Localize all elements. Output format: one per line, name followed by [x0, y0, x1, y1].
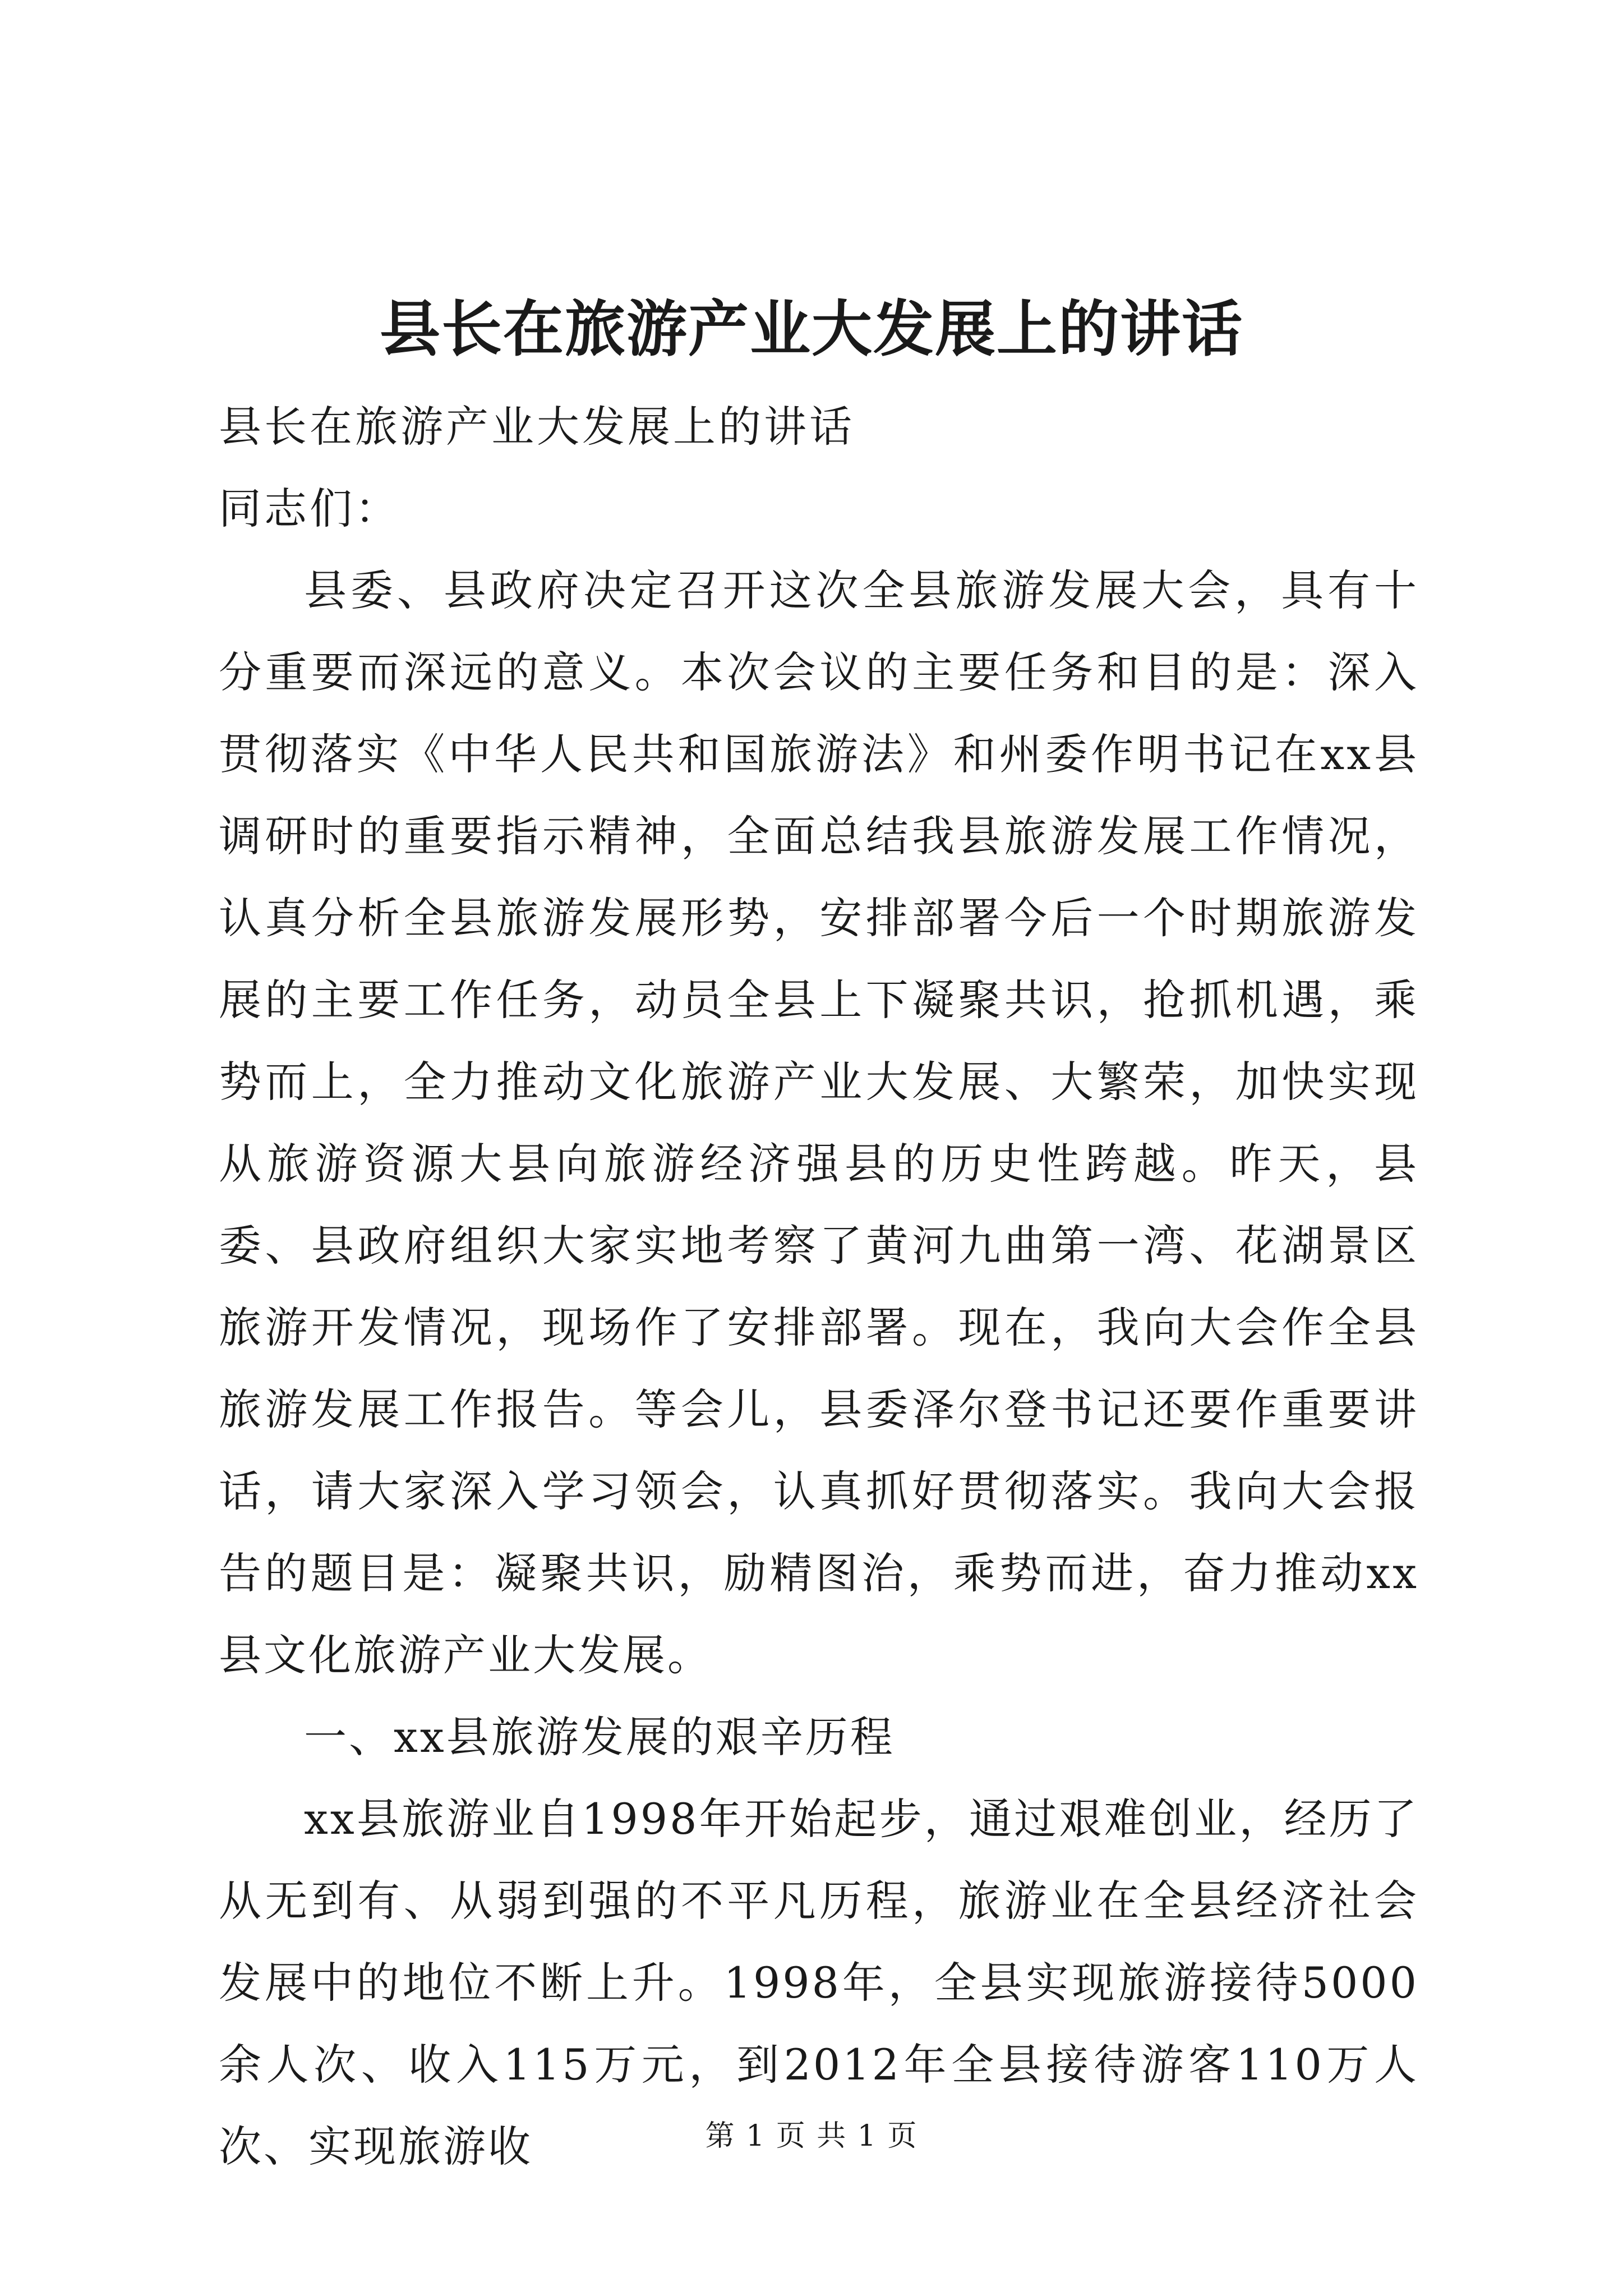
paragraph-intro: 县委、县政府决定召开这次全县旅游发展大会，具有十分重要而深远的意义。本次会议的主要任务和目的是：深入贯彻落实《中华人民共和国旅游法》和州委作明书记在xx县调研时的重要指示精神，全面总结我县旅游发展工作情况，认真分析全县旅游发展形势，安排部署今后一个时期旅游发展的主要工作任务，动员全县上下凝聚共识，抢抓机遇，乘势而上，全力推动文化旅游产业大发展、大繁荣，加快实现从旅游资源大县向旅游经济强县的历史性跨越。昨天，县委、县政府组织大家实地考察了黄河九曲第一湾、花湖景区旅游开发情况，现场作了安排部署。现在，我向大会作全县旅游发展工作报告。等会儿，县委泽尔登书记还要作重要讲话，请大家深入学习领会，认真抓好贯彻落实。我向大会报告的题目是：凝聚共识，励精图治，乘势而进，奋力推动xx县文化旅游产业大发展。 — [219, 565, 1419, 1680]
greeting: 同志们： — [219, 484, 400, 533]
page-footer: 第 1 页 共 1 页 — [705, 2119, 918, 2153]
section-heading: 一、xx县旅游发展的艰辛历程 — [304, 1712, 895, 1762]
document-subtitle: 县长在旅游产业大发展上的讲话 — [219, 402, 855, 452]
document-body — [219, 550, 1419, 2188]
document-title: 县长在旅游产业大发展上的讲话 — [379, 294, 1243, 365]
paragraph-history: xx县旅游业自1998年开始起步，通过艰难创业，经历了从无到有、从弱到强的不平凡历程，旅游业在全县经济社会发展中的地位不断上升。1998年，全县实现旅游接待5000余人次、收入115万元，到2012年全县接待游客110万人次、实现旅游收 — [219, 1794, 1419, 2171]
